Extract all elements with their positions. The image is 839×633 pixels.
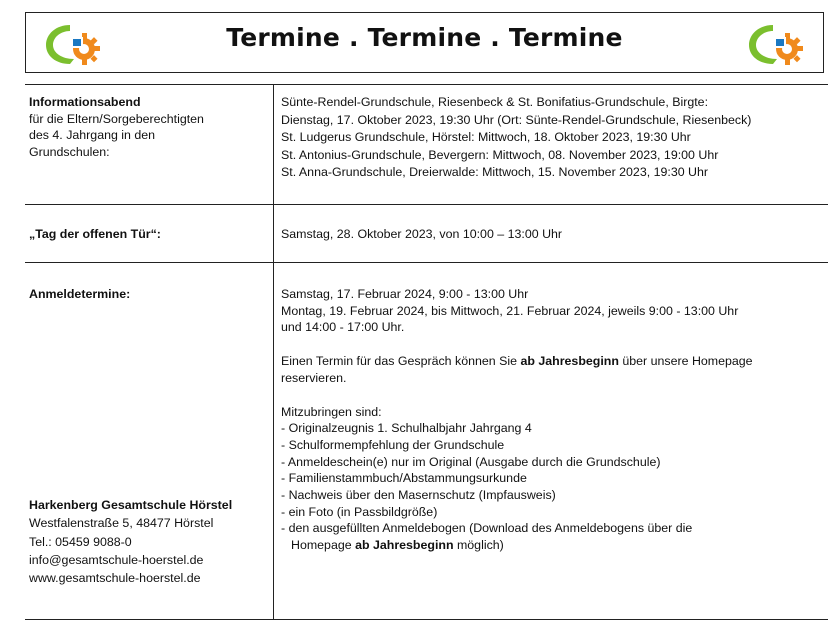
registration-date-line: Montag, 19. Februar 2024, bis Mittwoch, 21. Februar 2024, jeweils 9:00 - 13:00 Uhr — [281, 303, 739, 318]
bring-heading: Mitzubringen sind: — [281, 404, 382, 419]
info-evening-detail-line: St. Antonius-Grundschule, Bevergern: Mittwoch, 08. November 2023, 19:00 Uhr — [281, 147, 719, 162]
bring-item: - Familienstammbuch/Abstammungsurkunde — [281, 471, 527, 486]
dates-table — [25, 84, 828, 620]
registration-date-line: Samstag, 17. Februar 2024, 9:00 - 13:00 Uhr — [281, 287, 529, 301]
info-evening-detail-line: Dienstag, 17. Oktober 2023, 19:30 Uhr (Ort: Sünte-Rendel-Grundschule, Riesenbeck) — [281, 112, 752, 127]
bring-item: - den ausgefüllten Anmeldebogen (Download des Anmeldebogens über die — [281, 521, 693, 536]
info-evening-label-line: des 4. Jahrgang in den — [29, 128, 156, 143]
table-divider — [25, 204, 828, 205]
header-box — [25, 12, 824, 73]
table-divider — [25, 262, 828, 263]
registration-label: Anmeldetermine: — [29, 287, 131, 301]
school-name: Harkenberg Gesamtschule Hörstel — [29, 498, 233, 512]
page-title: Termine . Termine . Termine — [226, 23, 623, 52]
info-evening-label — [29, 94, 269, 161]
booking-note-line: reservieren. — [281, 370, 347, 385]
info-evening-detail-line: St. Ludgerus Grundschule, Hörstel: Mittwoch, 18. Oktober 2023, 19:30 Uhr — [281, 130, 691, 145]
info-evening-detail-line: Sünte-Rendel-Grundschule, Riesenbeck & St. Bonifatius-Grundschule, Birgte: — [281, 95, 709, 109]
school-address: Westfalenstraße 5, 48477 Hörstel — [29, 516, 214, 531]
bring-item: - Nachweis über den Masernschutz (Impfausweis) — [281, 488, 556, 503]
bring-item: - Anmeldeschein(e) nur im Original (Ausgabe durch die Grundschule) — [281, 454, 661, 469]
bring-item: - ein Foto (in Passbildgröße) — [281, 504, 438, 519]
contact-block — [29, 496, 269, 587]
info-evening-details — [281, 94, 826, 182]
open-day-detail: Samstag, 28. Oktober 2023, von 10:00 – 13:00 Uhr — [281, 227, 563, 241]
registration-date-line: und 14:00 - 17:00 Uhr. — [281, 320, 405, 335]
info-evening-label-line: für die Eltern/Sorgeberechtigten — [29, 111, 204, 126]
school-phone: Tel.: 05459 9088-0 — [29, 534, 132, 549]
info-evening-label-line: Grundschulen: — [29, 145, 110, 160]
info-evening-title: Informationsabend — [29, 95, 141, 109]
registration-details — [281, 286, 826, 554]
bring-item-continuation: Homepage ab Jahresbeginn möglich) — [291, 538, 504, 553]
info-evening-detail-line: St. Anna-Grundschule, Dreierwalde: Mittwoch, 15. November 2023, 19:30 Uhr — [281, 165, 709, 180]
table-border-top — [25, 84, 828, 85]
school-email-link[interactable]: info@gesamtschule-hoerstel.de — [29, 552, 204, 567]
bring-item: - Originalzeugnis 1. Schulhalbjahr Jahrgang 4 — [281, 421, 532, 436]
school-website-link[interactable]: www.gesamtschule-hoerstel.de — [29, 571, 201, 586]
table-border-bottom — [25, 619, 828, 620]
bring-item: - Schulformempfehlung der Grundschule — [281, 437, 505, 452]
open-day-label: „Tag der offenen Tür“: — [29, 227, 161, 241]
booking-note: Einen Termin für das Gespräch können Sie ab Jahresbeginn über unsere Homepage — [281, 354, 753, 369]
school-logo-icon — [743, 19, 807, 67]
table-column-divider — [273, 84, 274, 620]
